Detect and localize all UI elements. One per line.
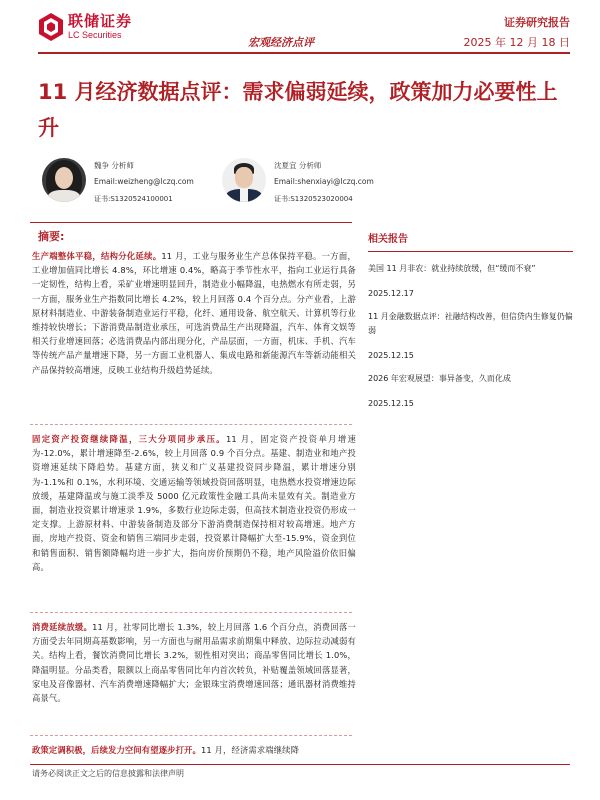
related-report-date: 2025.12.17 <box>368 289 414 298</box>
page-header <box>0 0 600 62</box>
related-report-link[interactable]: 11 月金融数据点评：社融结构改善，但信贷内生修复仍偏弱 <box>368 312 573 335</box>
paragraph-highlight: 固定资产投资继续降温，三大分项同步承压。 <box>32 434 226 444</box>
analyst-certificate: 证书:S1320523020004 <box>274 195 353 203</box>
paragraph-text: 11 月，社零同比增长 1.3%，较上月回落 1.6 个百分点，消费回落一方面受去年同期高基数影响，另一方面也与耐用品需求前期集中释放、边际拉动减弱有关。结构上看，餐饮消费同比增长 3.2%，韧性相对突出；商品零售同比增长 1.0%，降温明显。分品类看，限额以上商品零售同比年内首次转负，补贴覆盖领域回落显著，家电及音像器材、汽车消费增速降幅扩大；金银珠宝消费增速回落；通讯器材消费维持高景气。 <box>32 622 356 704</box>
sidebar-divider <box>368 251 573 252</box>
analyst-email[interactable]: Email:shenxiayi@lczq.com <box>274 177 374 186</box>
paragraph-divider <box>30 735 352 736</box>
abstract-paragraph <box>32 620 356 705</box>
abstract-paragraph <box>32 249 356 377</box>
paragraph-divider <box>30 424 352 425</box>
avatar <box>42 158 86 202</box>
report-section: 宏观经济点评 <box>248 36 314 49</box>
abstract-paragraph <box>32 743 356 757</box>
header-divider <box>38 52 570 54</box>
abstract-divider <box>30 222 352 223</box>
abstract-heading: 摘要: <box>38 230 65 243</box>
logo-chinese-name: 联储证券 <box>68 12 133 30</box>
company-logo <box>38 12 132 42</box>
analyst-name: 魏争 分析师 <box>94 161 134 170</box>
related-report-date: 2025.12.15 <box>368 351 414 360</box>
report-date: 2025 年 12 月 18 日 <box>463 36 570 49</box>
analyst-name: 沈夏宜 分析师 <box>274 161 322 170</box>
related-reports-heading: 相关报告 <box>368 234 408 245</box>
analyst-email[interactable]: Email:weizheng@lczq.com <box>94 177 194 186</box>
logo-mark-icon <box>38 12 64 42</box>
related-report-date: 2025.12.15 <box>368 399 414 408</box>
abstract-paragraph <box>32 432 356 574</box>
avatar <box>222 158 266 202</box>
paragraph-text: 11 月，固定资产投资单月增速为-12.0%，累计增速降至-2.6%，较上月回落 0.9 个百分点。基建、制造业和地产投资增速延续下降趋势。基建方面，狭义和广义基建投资同步降温，累计增速分别为-1.1%和 0.1%，水利环境、交通运输等领域投资回落明显，电热燃水投资增速边际放缓，基建降温或与施工淡季及 5000 亿元政策性金融工具尚未显效有关。制造业方面，制造业投资累计增速录 1.9%，多数行业边际走弱，但高技术制造业投资仍形成一定支撑。上游原材料、中游装备制造及部分下游消费制造保持相对较高增速。地产方面，房地产投资、资金和销售三端同步走弱，投资累计降幅扩大至-15.9%，资金到位和销售面积、销售额降幅均进一步扩大，指向房价预期仍不稳，地产风险溢价依旧偏高。 <box>32 434 356 572</box>
legal-disclaimer: 请务必阅读正文之后的信息披露和法律声明 <box>32 769 184 778</box>
related-report-link[interactable]: 美国 11 月非农：就业持续放缓，但“缓而不衰” <box>368 264 536 273</box>
analyst-certificate: 证书:S1320524100001 <box>94 195 173 203</box>
related-reports-sidebar <box>368 230 573 410</box>
paragraph-highlight: 消费延续放缓。 <box>32 622 93 632</box>
report-type: 证券研究报告 <box>504 16 570 29</box>
paragraph-text: 11 月，工业与服务业生产总体保持平稳。一方面，工业增加值同比增长 4.8%，环比增速 0.4%，略高于季节性水平，指向工业运行具备一定韧性，结构上看，采矿业增速明显回升，制造业小幅降温，电热燃水有所走弱，另一方面，服务业生产指数同比增长 4.2%，较上月回落 0.4 个百分点。分产业看，上游原材料制造业、中游装备制造业运行平稳，化纤、通用设备、航空航天、计算机等行业维持较快增长；下游消费品制造业承压，可选消费品生产出现降温，汽车、体育文娱等相关行业增速回落；必选消费品内部出现分化，产品层面，一方面，机床、手机、汽车等传统产品产量增速下降，另一方面工业机器人、集成电路和新能源汽车等新动能相关产品保持较高增速，反映工业结构升级趋势延续。 <box>32 251 356 375</box>
paragraph-divider <box>30 612 352 613</box>
paragraph-highlight: 政策定调积极，后续发力空间有望逐步打开。 <box>32 745 201 755</box>
logo-english-name: LC Securities <box>68 30 122 40</box>
paragraph-highlight: 生产端整体平稳，结构分化延续。 <box>32 251 162 261</box>
footer-divider <box>30 764 570 765</box>
related-report-link[interactable]: 2026 年宏观展望：事异备变，久而化成 <box>368 374 511 383</box>
paragraph-text: 11 月，经济需求端继续降 <box>200 745 300 755</box>
report-title: 11 月经济数据点评：需求偏弱延续，政策加力必要性上升 <box>38 80 558 140</box>
